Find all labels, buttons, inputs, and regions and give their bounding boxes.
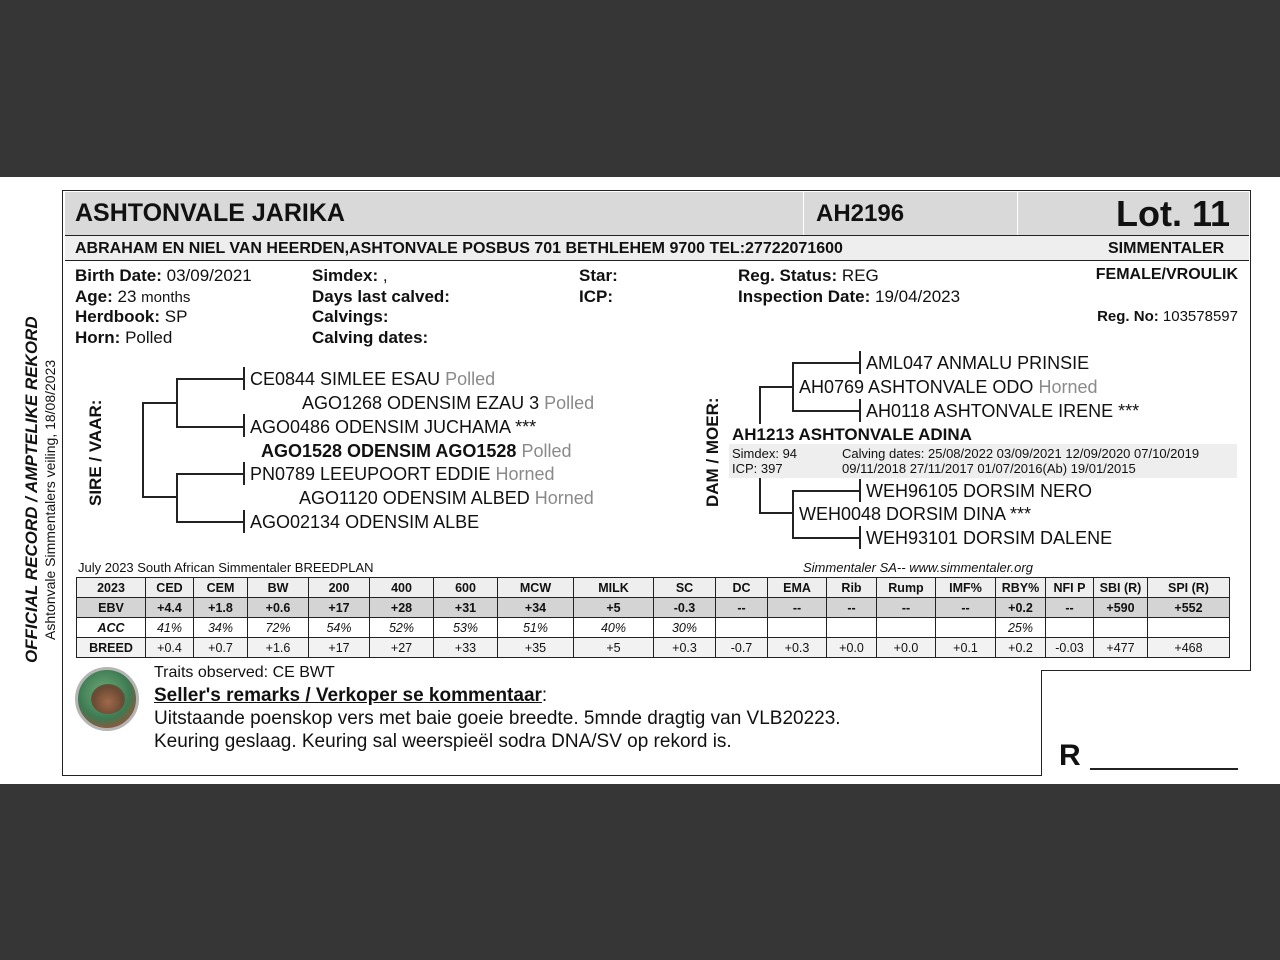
calving-dates-label: Calving dates: [312, 328, 429, 347]
table-cell: +28 [370, 598, 434, 618]
breedplan-caption: July 2023 South African Simmentaler BREEDPLAN [78, 560, 374, 575]
birth-date: Birth Date: 03/09/2021 [75, 266, 252, 285]
table-cell: MCW [498, 578, 574, 598]
sire-sire-sire: CE0844 SIMLEE ESAU Polled [250, 369, 496, 389]
price-label: R [1059, 739, 1081, 772]
table-cell: 72% [248, 618, 309, 638]
table-cell: 40% [574, 618, 654, 638]
calvings-label: Calvings: [312, 307, 389, 326]
dam-dam-dam: WEH93101 DORSIM DALENE [866, 528, 1113, 548]
table-cell: +0.1 [936, 638, 996, 658]
table-cell: -- [716, 598, 768, 618]
table-row-breed [77, 638, 1230, 658]
dam-sire: AH0769 ASHTONVALE ODO Horned [799, 377, 1098, 397]
table-cell: BW [248, 578, 309, 598]
dam-calving-box [729, 444, 1237, 478]
table-cell: CED [146, 578, 194, 598]
age: Age: 23 months [75, 287, 191, 306]
table-row-acc [77, 618, 1230, 638]
table-cell: +31 [434, 598, 498, 618]
table-cell [936, 618, 996, 638]
price-input-line[interactable] [1090, 768, 1238, 770]
table-cell: +27 [370, 638, 434, 658]
remarks-heading: Seller's remarks / Verkoper se kommentaar: [154, 685, 548, 706]
table-cell: 200 [309, 578, 370, 598]
table-cell: +33 [434, 638, 498, 658]
breedplan-source: Simmentaler SA-- www.simmentaler.org [803, 560, 1033, 575]
table-cell: 51% [498, 618, 574, 638]
breedplan-table [76, 577, 1230, 658]
table-cell [1094, 618, 1148, 638]
table-cell: -0.3 [654, 598, 716, 618]
dam-calving-dates-1: Calving dates: 25/08/2022 03/09/2021 12/09/2020 07/10/2019 [842, 446, 1200, 461]
table-cell: +590 [1094, 598, 1148, 618]
dam-simdex: Simdex: 94 [732, 446, 798, 461]
sire-dam-sire: PN0789 LEEUPOORT EDDIE Horned [250, 464, 555, 484]
table-cell: DC [716, 578, 768, 598]
table-cell: 41% [146, 618, 194, 638]
table-cell: NFI P [1046, 578, 1094, 598]
table-cell: +0.3 [768, 638, 827, 658]
table-cell: +1.8 [194, 598, 248, 618]
table-cell: +0.2 [996, 638, 1046, 658]
sire: AGO1528 ODENSIM AGO1528 Polled [261, 441, 572, 461]
table-cell: 400 [370, 578, 434, 598]
table-cell: 53% [434, 618, 498, 638]
table-cell: +5 [574, 638, 654, 658]
table-cell: 30% [654, 618, 716, 638]
table-cell: 54% [309, 618, 370, 638]
table-cell [827, 618, 877, 638]
official-record-label: OFFICIAL RECORD / AMPTELIKE REKORD [22, 316, 41, 663]
dam: AH1213 ASHTONVALE ADINA [732, 425, 972, 444]
society-logo [75, 667, 139, 731]
lot-number: Lot. 11 [1116, 193, 1231, 234]
inspection-date: Inspection Date: 19/04/2023 [738, 287, 961, 306]
table-cell: -- [936, 598, 996, 618]
table-row-label: ACC [77, 618, 146, 638]
sire-dam-dam: AGO02134 ODENSIM ALBE [250, 512, 480, 532]
sire-label: SIRE / VAAR: [86, 399, 105, 506]
table-cell: 600 [434, 578, 498, 598]
dam-label: DAM / MOER: [703, 397, 722, 507]
table-cell: +0.6 [248, 598, 309, 618]
table-cell: +0.4 [146, 638, 194, 658]
dam-calving-dates-2: 09/11/2018 27/11/2017 01/07/2016(Ab) 19/01/2015 [842, 461, 1136, 476]
table-cell: +477 [1094, 638, 1148, 658]
sire-dam: AGO1120 ODENSIM ALBED Horned [299, 488, 594, 508]
table-cell: RBY% [996, 578, 1046, 598]
sex: FEMALE/VROULIK [1095, 266, 1238, 283]
table-cell: -0.03 [1046, 638, 1094, 658]
auction-label: Ashtonvale Simmentalers veiling, 18/08/2023 [42, 359, 58, 640]
table-cell: -- [768, 598, 827, 618]
reg-number: Reg. No: 103578597 [1097, 308, 1238, 325]
remarks-line-2: Keuring geslaag. Keuring sal weerspieël sodra DNA/SV op rekord is. [154, 731, 732, 752]
table-cell: +0.0 [877, 638, 936, 658]
table-cell [1148, 618, 1230, 638]
table-cell: +468 [1148, 638, 1230, 658]
icp-label: ICP: [579, 287, 613, 306]
table-cell: +0.2 [996, 598, 1046, 618]
table-cell: 25% [996, 618, 1046, 638]
table-row-ebv [77, 598, 1230, 618]
table-cell: EMA [768, 578, 827, 598]
table-cell: MILK [574, 578, 654, 598]
remarks-line-1: Uitstaande poenskop vers met baie goeie breedte. 5mnde dragtig van VLB20223. [154, 708, 841, 729]
dam-sire-dam: AH0118 ASHTONVALE IRENE *** [866, 401, 1140, 421]
table-cell: Rib [827, 578, 877, 598]
table-cell: +17 [309, 638, 370, 658]
owner-details: ABRAHAM EN NIEL VAN HEERDEN,ASHTONVALE POSBUS 701 BETHLEHEM 9700 TEL:27722071600 [75, 240, 843, 257]
table-cell [1046, 618, 1094, 638]
breed-name: SIMMENTALER [1108, 240, 1225, 257]
table-row-label: EBV [77, 598, 146, 618]
simdex: Simdex: , [312, 266, 388, 285]
days-last-calved-label: Days last calved: [312, 287, 450, 306]
table-cell: +17 [309, 598, 370, 618]
table-cell: +35 [498, 638, 574, 658]
table-cell: -- [877, 598, 936, 618]
dam-dam-sire: WEH96105 DORSIM NERO [866, 481, 1093, 501]
table-row-label: BREED [77, 638, 146, 658]
table-cell: SBI (R) [1094, 578, 1148, 598]
table-cell: +5 [574, 598, 654, 618]
table-cell: Rump [877, 578, 936, 598]
table-cell: +552 [1148, 598, 1230, 618]
table-cell [877, 618, 936, 638]
table-cell [716, 618, 768, 638]
table-cell: 52% [370, 618, 434, 638]
sire-sire: AGO1268 ODENSIM EZAU 3 Polled [302, 393, 595, 413]
star-label: Star: [579, 266, 618, 285]
dam-icp: ICP: 397 [732, 461, 783, 476]
table-cell: SPI (R) [1148, 578, 1230, 598]
sire-sire-dam: AGO0486 ODENSIM JUCHAMA *** [250, 417, 537, 437]
table-cell: CEM [194, 578, 248, 598]
dam-sire-sire: AML047 ANMALU PRINSIE [866, 353, 1090, 373]
dam-dam: WEH0048 DORSIM DINA *** [799, 504, 1032, 524]
table-cell: +0.0 [827, 638, 877, 658]
table-cell [768, 618, 827, 638]
reg-status: Reg. Status: REG [738, 266, 879, 285]
table-cell: +0.7 [194, 638, 248, 658]
table-cell: SC [654, 578, 716, 598]
horn-status: Horn: Polled [75, 328, 173, 347]
table-cell: +1.6 [248, 638, 309, 658]
table-cell: 34% [194, 618, 248, 638]
table-cell: IMF% [936, 578, 996, 598]
traits-observed: Traits observed: CE BWT [154, 664, 335, 681]
table-row-label: 2023 [77, 578, 146, 598]
table-cell: -- [1046, 598, 1094, 618]
table-cell: -- [827, 598, 877, 618]
table-cell: +34 [498, 598, 574, 618]
animal-name: ASHTONVALE JARIKA [75, 199, 345, 227]
table-cell: +4.4 [146, 598, 194, 618]
herdbook: Herdbook: SP [75, 307, 188, 326]
animal-code: AH2196 [816, 200, 905, 227]
table-cell: +0.3 [654, 638, 716, 658]
table-cell: -0.7 [716, 638, 768, 658]
table-header-row [77, 578, 1230, 598]
